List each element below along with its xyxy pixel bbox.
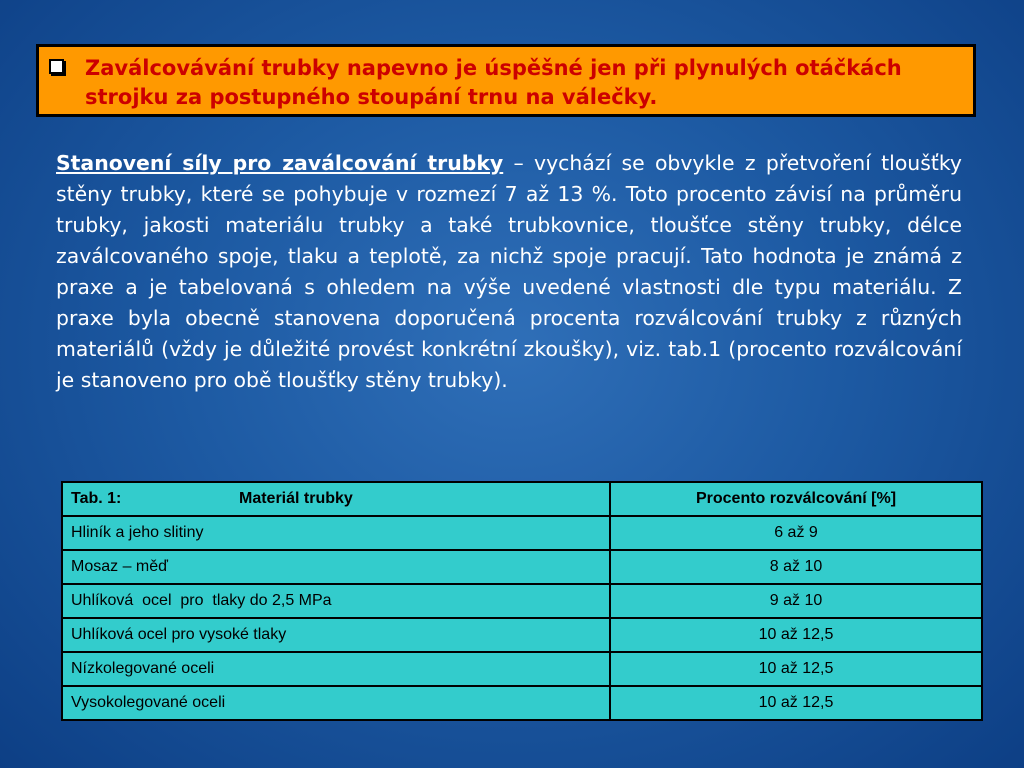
table-row bbox=[62, 686, 982, 720]
table-row bbox=[62, 652, 982, 686]
highlight-box bbox=[36, 44, 976, 117]
table-row bbox=[62, 550, 982, 584]
cell-percent: 8 až 10 bbox=[610, 550, 982, 584]
cell-material: Hliník a jeho slitiny bbox=[62, 516, 610, 550]
cell-material: Nízkolegované oceli bbox=[62, 652, 610, 686]
paragraph-lead: Stanovení síly pro zaválcování trubky bbox=[56, 151, 504, 175]
paragraph-body: – vychází se obvykle z přetvoření tloušťky stěny trubky, které se pohybuje v rozmezí 7 až 13 %. Toto procento závisí na průměru trubky, jakosti materiálu trubky a také trubkovnice, tloušťce stěny trubky, délce zaválcovaného spoje, tlaku a teplotě, za nichž spoje pracují. Tato hodnota je známá z praxe a je tabelovaná s ohledem na výše uvedené vlastnosti dle typu materiálu. Z praxe byla obecně stanovena doporučená procenta rozválcování trubky z různých materiálů (vždy je důležité provést konkrétní zkoušky), viz. tab.1 (procento rozválcování je stanoveno pro obě tloušťky stěny trubky). bbox=[56, 151, 963, 392]
cell-percent: 9 až 10 bbox=[610, 584, 982, 618]
table-number: Tab. 1: bbox=[71, 490, 122, 507]
checkbox-bullet-icon bbox=[49, 59, 64, 74]
cell-percent: 10 až 12,5 bbox=[610, 652, 982, 686]
table-header-row bbox=[62, 482, 982, 516]
header-material bbox=[62, 482, 610, 516]
cell-percent: 10 až 12,5 bbox=[610, 618, 982, 652]
header-percent: Procento rozválcování [%] bbox=[610, 482, 982, 516]
cell-material: Uhlíková ocel pro tlaky do 2,5 MPa bbox=[62, 584, 610, 618]
highlight-text: Zaválcovávání trubky napevno je úspěšné jen při plynulých otáčkách strojku za postupného stoupání trnu na válečky. bbox=[85, 56, 902, 109]
table-row bbox=[62, 584, 982, 618]
cell-material: Mosaz – měď bbox=[62, 550, 610, 584]
cell-material: Uhlíková ocel pro vysoké tlaky bbox=[62, 618, 610, 652]
table-row bbox=[62, 516, 982, 550]
cell-percent: 10 až 12,5 bbox=[610, 686, 982, 720]
material-table bbox=[61, 481, 983, 721]
table-row bbox=[62, 618, 982, 652]
body-paragraph bbox=[56, 148, 962, 396]
cell-material: Vysokolegované oceli bbox=[62, 686, 610, 720]
cell-percent: 6 až 9 bbox=[610, 516, 982, 550]
header-material-label: Materiál trubky bbox=[239, 490, 353, 507]
